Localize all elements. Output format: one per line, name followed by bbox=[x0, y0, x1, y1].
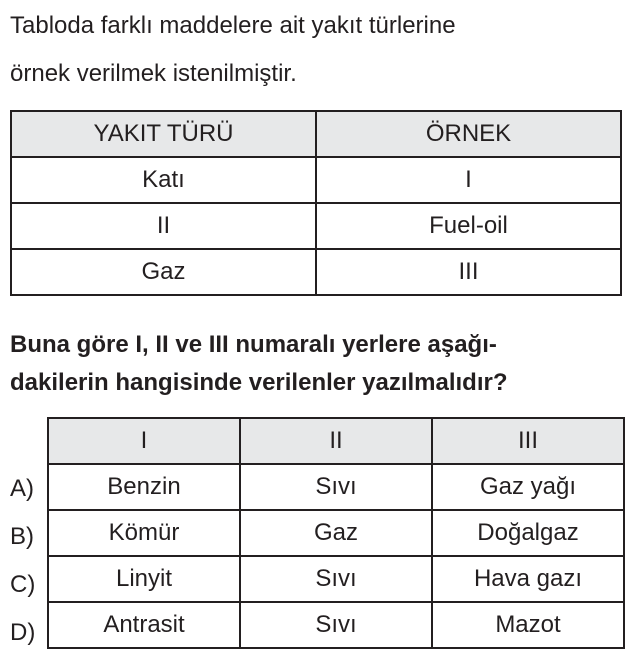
fuel-table-header-type: YAKIT TÜRÜ bbox=[11, 111, 316, 157]
question-text bbox=[10, 326, 626, 402]
option-cell: Linyit bbox=[48, 556, 240, 602]
question-line-1: Buna göre I, II ve III numaralı yerlere aşağı- bbox=[10, 331, 497, 358]
fuel-table-cell: Fuel-oil bbox=[316, 203, 621, 249]
fuel-table-row bbox=[11, 157, 621, 203]
option-letters bbox=[10, 465, 46, 657]
fuel-table-header-example: ÖRNEK bbox=[316, 111, 621, 157]
fuel-table-cell: II bbox=[11, 203, 316, 249]
option-row-a[interactable] bbox=[48, 464, 624, 510]
option-letter-a[interactable]: A) bbox=[10, 475, 34, 502]
question-line-2: dakilerin hangisinde verilenler yazılmalıdır? bbox=[10, 369, 508, 396]
option-letter-d[interactable]: D) bbox=[10, 619, 36, 646]
option-cell: Sıvı bbox=[240, 602, 432, 648]
option-row-c[interactable] bbox=[48, 556, 624, 602]
fuel-table-cell: Katı bbox=[11, 157, 316, 203]
option-cell: Sıvı bbox=[240, 556, 432, 602]
answer-options-table bbox=[47, 417, 625, 649]
options-header-iii: III bbox=[432, 418, 624, 464]
intro-text bbox=[10, 0, 622, 98]
option-letter-b[interactable]: B) bbox=[10, 523, 34, 550]
option-row-d[interactable] bbox=[48, 602, 624, 648]
intro-line-2: örnek verilmek istenilmiştir. bbox=[10, 60, 297, 87]
option-cell: Doğalgaz bbox=[432, 510, 624, 556]
fuel-type-table bbox=[10, 110, 622, 296]
fuel-table-row bbox=[11, 249, 621, 295]
option-cell: Sıvı bbox=[240, 464, 432, 510]
option-cell: Gaz yağı bbox=[432, 464, 624, 510]
option-cell: Hava gazı bbox=[432, 556, 624, 602]
option-cell: Kömür bbox=[48, 510, 240, 556]
options-header-row bbox=[48, 418, 624, 464]
option-cell: Antrasit bbox=[48, 602, 240, 648]
fuel-table-cell: III bbox=[316, 249, 621, 295]
options-header-i: I bbox=[48, 418, 240, 464]
fuel-table-row bbox=[11, 203, 621, 249]
fuel-table-cell: Gaz bbox=[11, 249, 316, 295]
option-letter-c[interactable]: C) bbox=[10, 571, 36, 598]
option-row-b[interactable] bbox=[48, 510, 624, 556]
option-cell: Mazot bbox=[432, 602, 624, 648]
options-header-ii: II bbox=[240, 418, 432, 464]
fuel-table-header-row bbox=[11, 111, 621, 157]
option-cell: Gaz bbox=[240, 510, 432, 556]
fuel-table-cell: I bbox=[316, 157, 621, 203]
intro-line-1: Tabloda farklı maddelere ait yakıt türlerine bbox=[10, 12, 456, 39]
option-cell: Benzin bbox=[48, 464, 240, 510]
